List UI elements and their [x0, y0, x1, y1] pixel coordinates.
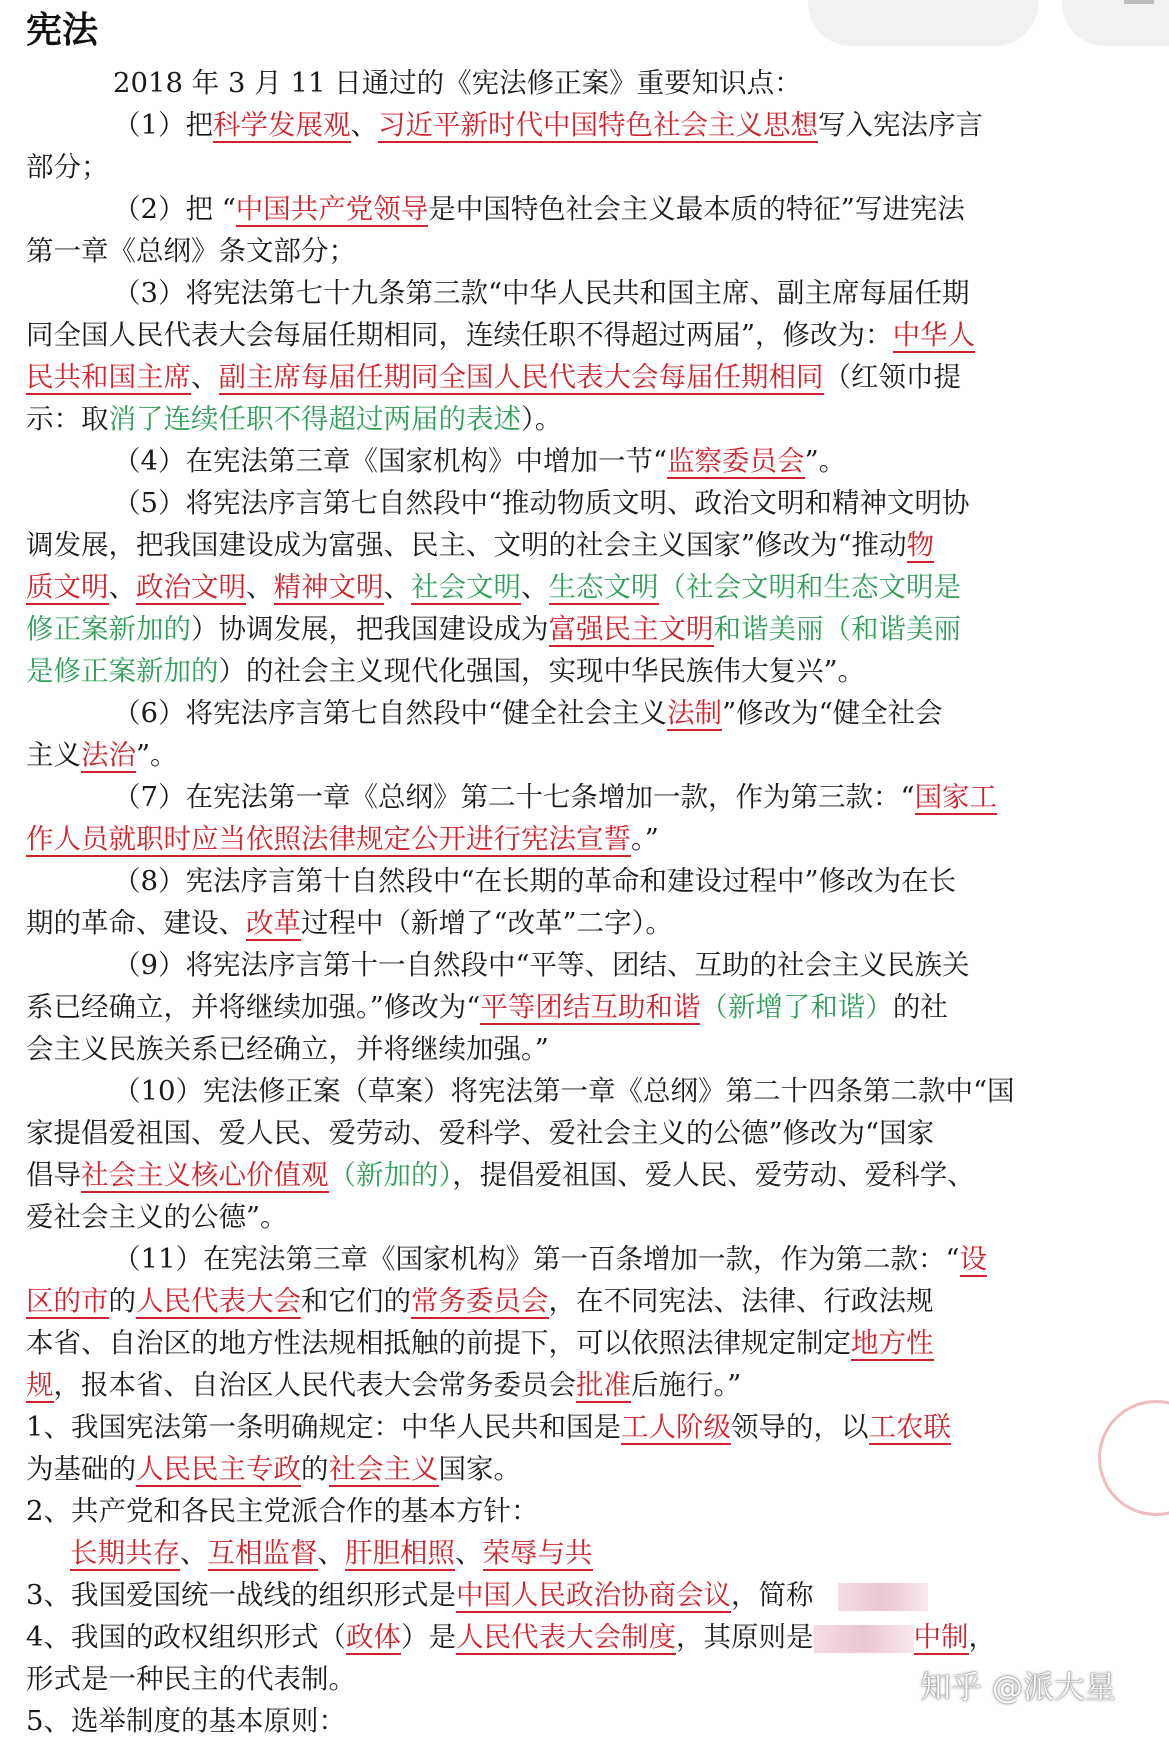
text: 、: [246, 571, 274, 603]
key-term: 政治文明: [136, 571, 246, 603]
text: 同全国人民代表大会每届任期相同，连续任职不得超过两届”，修改为：: [26, 319, 893, 351]
menu-icon: [1124, 0, 1154, 4]
text: （红领巾提: [823, 361, 961, 393]
text: （2）把 “: [113, 193, 236, 225]
text: 3、我国爱国统一战线的组织形式是: [26, 1579, 456, 1611]
text: ）。: [521, 403, 563, 435]
text: ，其原则是: [676, 1621, 814, 1653]
key-term: 人民代表大会: [136, 1285, 301, 1317]
note-text: 社会文明: [411, 571, 521, 603]
item-10-line: [26, 1154, 1112, 1196]
item-1-line: [26, 104, 1112, 146]
text: ）协调发展，把我国建设成为: [191, 613, 549, 645]
item-10-line: （10）宪法修正案（草案）将宪法第一章《总纲》第二十四条第二款中“国: [113, 1075, 1015, 1107]
key-term: 平等团结互助和谐: [480, 991, 701, 1023]
text: 示：取: [26, 403, 109, 435]
item-5-line: [26, 566, 1112, 608]
key-term: 富强民主文明: [548, 613, 714, 645]
key-term: 工人阶级: [621, 1411, 731, 1443]
key-term: 法治: [81, 739, 136, 771]
key-term: 民共和国主席: [26, 361, 191, 393]
text: （7）在宪法第一章《总纲》第二十七条增加一款，作为第三款：“: [113, 781, 915, 813]
key-term: 荣辱与共: [482, 1537, 593, 1569]
item-5-line: [26, 650, 1112, 692]
item-3-line: [26, 314, 1112, 356]
point-2-line: 2、共产党和各民主党派合作的基本方针：: [26, 1495, 539, 1527]
key-term: 改革: [246, 907, 301, 939]
top-overlay-pill[interactable]: [808, 0, 1038, 46]
text: ）是: [401, 1621, 456, 1653]
key-term: 副主席每届任期同全国人民代表大会每届任期相同: [218, 361, 824, 393]
point-2-line: [26, 1532, 1112, 1574]
text: ”修改为“健全社会: [722, 697, 943, 729]
text: 后施行。”: [631, 1369, 742, 1401]
point-1-line: [26, 1448, 1112, 1490]
item-7-line: [26, 776, 1112, 818]
text: ，简称: [731, 1579, 814, 1611]
item-5-line: [26, 608, 1112, 650]
note-text: 消了连续任职不得超过两届的表述: [108, 403, 521, 435]
page-title: 宪法: [26, 10, 99, 51]
point-3-line: [26, 1574, 1112, 1616]
note-text: （新加的）: [328, 1159, 453, 1191]
item-2-line: 第一章《总纲》条文部分；: [26, 235, 356, 267]
intro-line: 2018 年 3 月 11 日通过的《宪法修正案》重要知识点：: [113, 67, 802, 99]
item-3-line: （3）将宪法第七十九条第三款“中华人民共和国主席、副主席每届任期: [113, 277, 970, 309]
text: 调发展，把我国建设成为富强、民主、文明的社会主义国家”修改为“推动: [26, 529, 907, 561]
key-term: 精神文明: [273, 571, 384, 603]
key-term: 长期共存: [70, 1537, 180, 1569]
key-term: 科学发展观: [213, 109, 351, 141]
top-overlay-button[interactable]: [1062, 0, 1169, 46]
key-term: 人民民主专政: [136, 1453, 301, 1485]
text: 、: [521, 571, 549, 603]
text: 倡导: [26, 1159, 81, 1191]
key-term: 区的市: [26, 1285, 109, 1317]
note-text: 和谐美丽: [713, 613, 824, 645]
key-term: 批准: [576, 1369, 631, 1401]
text: ”。: [804, 445, 847, 477]
text: 写入宪法序言: [818, 109, 983, 141]
point-5-line: 5、选举制度的基本原则：: [26, 1705, 346, 1737]
text: 、: [383, 571, 411, 603]
key-term: 国家工: [914, 781, 998, 813]
key-term: 社会主义核心价值观: [81, 1159, 329, 1191]
item-1-line: 部分；: [26, 151, 109, 183]
item-5-line: （5）将宪法序言第七自然段中“推动物质文明、政治文明和精神文明协: [113, 487, 970, 519]
item-11-line: [26, 1238, 1112, 1280]
text: ，: [968, 1621, 996, 1653]
text: 4、我国的政权组织形式（: [26, 1621, 346, 1653]
text: ，报本省、自治区人民代表大会常务委员会: [53, 1369, 576, 1401]
item-4-line: [26, 440, 1112, 482]
text: ，在不同宪法、法律、行政法规: [548, 1285, 934, 1317]
key-term: 习近平新时代中国特色社会主义思想: [378, 109, 818, 141]
point-4-line: [26, 1616, 1112, 1658]
document-body: [26, 62, 1112, 1742]
note-text: （社会文明和生态文明是: [658, 571, 961, 603]
point-1-line: [26, 1406, 1112, 1448]
note-text: 生态文明: [548, 571, 659, 603]
watermark: 知乎 @派大星: [920, 1670, 1116, 1706]
text: ）的社会主义现代化强国，实现中华民族伟大复兴”。: [218, 655, 866, 687]
redacted-mark: [814, 1625, 914, 1653]
item-8-line: （8）宪法序言第十自然段中“在长期的革命和建设过程中”修改为在长: [113, 865, 957, 897]
key-term: 地方性: [851, 1327, 934, 1359]
key-term: 中国人民政治协商会议: [456, 1579, 731, 1611]
text: 系已经确立，并将继续加强。”修改为“: [26, 991, 481, 1023]
text: 和它们的: [301, 1285, 411, 1317]
item-9-line: [26, 986, 1112, 1028]
key-term: 政体: [346, 1621, 401, 1653]
key-term: 互相监督: [207, 1537, 318, 1569]
item-10-line: 爱社会主义的公德”。: [26, 1201, 288, 1233]
text: ”。: [136, 739, 178, 771]
item-9-line: 会主义民族关系已经确立，并将继续加强。”: [26, 1033, 549, 1065]
item-8-line: [26, 902, 1112, 944]
key-term: 法制: [667, 697, 723, 729]
text: 、: [350, 109, 378, 141]
note-text: （和谐美丽: [823, 613, 961, 645]
key-term: 监察委员会: [667, 445, 805, 477]
key-term: 社会主义: [328, 1453, 439, 1485]
point-4-line: 形式是一种民主的代表制。: [26, 1663, 356, 1695]
key-term: 质文明: [26, 571, 109, 603]
key-term: 中制: [913, 1621, 969, 1653]
key-term: 规: [26, 1369, 54, 1401]
text: 。”: [631, 823, 659, 855]
text: （4）在宪法第三章《国家机构》中增加一节“: [113, 445, 668, 477]
item-6-line: [26, 734, 1112, 776]
text: 的: [301, 1453, 329, 1485]
item-10-line: 家提倡爱祖国、爱人民、爱劳动、爱科学、爱社会主义的公德”修改为“国家: [26, 1117, 935, 1149]
key-term: 物: [906, 529, 935, 561]
item-11-line: [26, 1364, 1112, 1406]
note-text: （新增了和谐）: [700, 991, 893, 1023]
key-term: 常务委员会: [411, 1285, 549, 1317]
text: 国家。: [438, 1453, 521, 1485]
text: 领导的，以: [731, 1411, 869, 1443]
key-term: 肝胆相照: [345, 1537, 455, 1569]
text: （11）在宪法第三章《国家机构》第一百条增加一款，作为第二款：“: [113, 1243, 960, 1275]
text: 主义: [26, 739, 81, 771]
item-3-line: [26, 398, 1112, 440]
key-term: 中华人: [892, 319, 976, 351]
note-text: 修正案新加的: [26, 613, 191, 645]
text: ，提倡爱祖国、爱人民、爱劳动、爱科学、: [452, 1159, 975, 1191]
note-text: 是修正案新加的: [26, 655, 219, 687]
text: 的: [108, 1285, 136, 1317]
text: 是中国特色社会主义最本质的特征”写进宪法: [428, 193, 965, 225]
item-9-line: （9）将宪法序言第十一自然段中“平等、团结、互助的社会主义民族关: [113, 949, 970, 981]
text: （6）将宪法序言第七自然段中“健全社会主义: [113, 697, 668, 729]
text: 、: [191, 361, 219, 393]
key-term: 人民代表大会制度: [456, 1621, 676, 1653]
text: 本省、自治区的地方性法规相抵触的前提下，可以依照法律规定制定: [26, 1327, 851, 1359]
key-term: 工农联: [868, 1411, 951, 1443]
text: 期的革命、建设、: [26, 907, 246, 939]
text: 、: [180, 1537, 208, 1569]
item-7-line: [26, 818, 1112, 860]
key-term: 设: [959, 1243, 988, 1275]
item-2-line: [26, 188, 1112, 230]
item-5-line: [26, 524, 1112, 566]
item-11-line: [26, 1322, 1112, 1364]
key-term: 作人员就职时应当依照法律规定公开进行宪法宣誓: [26, 823, 631, 855]
text: 为基础的: [26, 1453, 136, 1485]
text: 过程中（新增了“改革”二字）。: [301, 907, 673, 939]
text: 、: [455, 1537, 483, 1569]
item-6-line: [26, 692, 1112, 734]
redacted-mark: [838, 1583, 928, 1611]
text: 的社: [892, 991, 948, 1023]
text: 1、我国宪法第一条明确规定：中华人民共和国是: [26, 1411, 621, 1443]
key-term: 中国共产党领导: [235, 193, 429, 225]
item-3-line: [26, 356, 1112, 398]
text: 、: [108, 571, 136, 603]
text: 、: [317, 1537, 345, 1569]
item-11-line: [26, 1280, 1112, 1322]
text: （1）把: [113, 109, 213, 141]
